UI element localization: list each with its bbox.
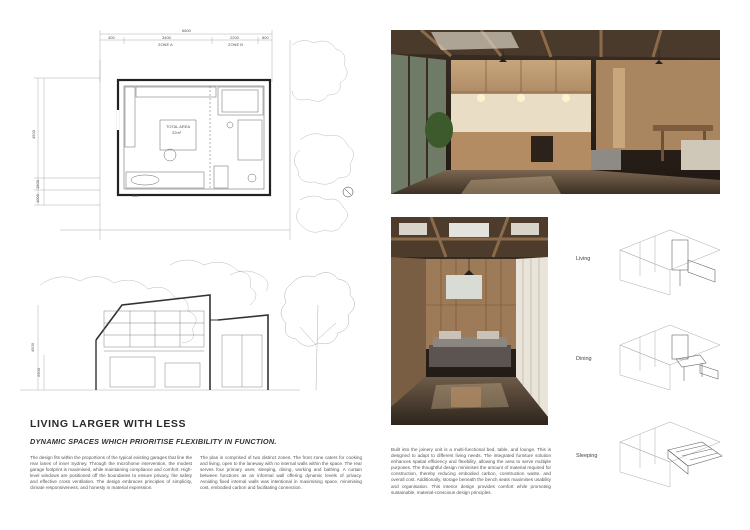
section-dim-1: 4500 <box>29 343 35 352</box>
mode-diagram-sleeping <box>610 412 725 487</box>
section-dim-2: 2500 <box>35 368 41 377</box>
page-subtitle: DYNAMIC SPACES WHICH PRIORITISE FLEXIBILITY IN FUNCTION. <box>30 437 277 446</box>
room-area: 22m² <box>172 130 182 135</box>
mode-label-living: Living <box>576 256 591 262</box>
plan-side-dim-3: 1000 <box>34 194 40 203</box>
plan-side-dim-2: 1500 <box>34 180 40 189</box>
plan-small-dim: 400 <box>132 193 139 198</box>
room-label: TOTAL AREA <box>166 124 191 129</box>
paragraph-3: Built into the joinery unit is a multi-functional bed, table, and lounge. This is designed to adapt to different living needs. The integrated furniture solution enhances spatial efficiency and flexibility, allowing the area to serve multiple purposes. The thoughtful design minimises the amount of material required for construction, thereby reducing embodied carbon, construction waste, and overall cost. Additionally, storage beneath the bench seats maximises usability and organisation. This interior design provides comfort while promoting sustainable, material-conscious design principles. <box>391 447 551 495</box>
plan-total-dim: 6800 <box>182 28 191 33</box>
paragraph-2: The plan is comprised of two distinct zones. The front zone caters for cooking and living, open to the laneway with no internal walls within the space. The rear serves four primary uses; sleeping, dining, working and bathing. A curtain between functions as an informal wall offering dynamic levels of privacy. Avoiding fixed internal walls was intentional in maximising space, minimising cost, embodied carbon and facilitating connection. <box>200 455 362 491</box>
mode-diagram-dining <box>610 315 725 390</box>
floor-plan <box>0 0 380 240</box>
plan-dim-4: 800 <box>262 35 269 40</box>
kitchen-render <box>391 30 720 194</box>
paragraph-1: The design fits within the proportions of the typical existing garages that line the rear lanes of inner Sydney. Through the microhome intervention, the modest garage footprint is maximised, while maintaining compliance and comfort. High-level windows are positioned off the boundaries to ensure privacy, fire safety and effective cross ventilation. The design embraces principles of simplicity, climate responsiveness, and honesty in material expression. <box>30 455 192 491</box>
plan-dim-1: 400 <box>108 35 115 40</box>
plan-dim-3: 2200 <box>230 35 239 40</box>
zone-a-label: ZONE A <box>158 42 173 47</box>
zone-b-label: ZONE B <box>228 42 243 47</box>
plan-dim-2: 3400 <box>162 35 171 40</box>
page-title: LIVING LARGER WITH LESS <box>30 418 187 430</box>
mode-label-sleeping: Sleeping <box>576 453 598 459</box>
bedroom-render <box>391 217 548 425</box>
mode-diagram-living <box>610 220 725 295</box>
section-drawing <box>0 245 380 405</box>
mode-label-dining: Dining <box>576 356 592 362</box>
plan-side-dim-1: 4500 <box>30 130 36 139</box>
